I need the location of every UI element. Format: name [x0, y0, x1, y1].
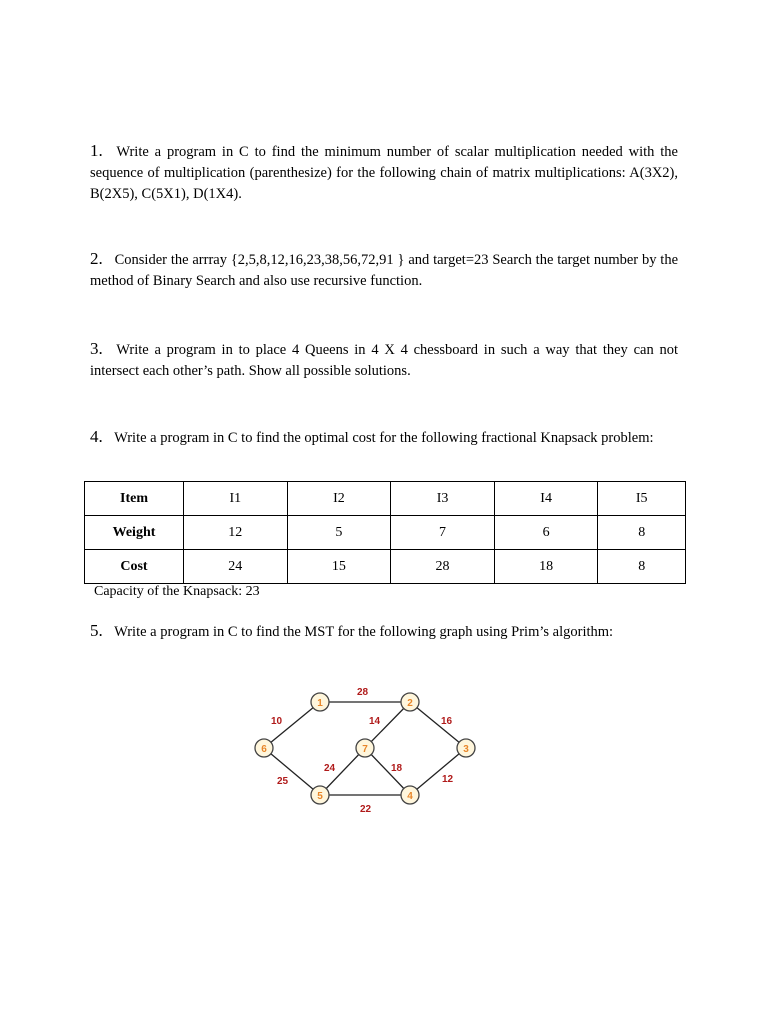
node-1-label: 1: [317, 698, 323, 709]
weight-1-6: 10: [271, 716, 283, 727]
table-row-costs: [85, 550, 686, 584]
table-row-weights: [85, 516, 686, 550]
cost-cell: 28: [391, 550, 495, 584]
item-cell: I3: [391, 482, 495, 516]
edge-6-5: [264, 748, 320, 795]
node-4-label: 4: [407, 791, 413, 802]
weight-1-2: 28: [357, 687, 369, 698]
weight-6-5: 25: [277, 776, 289, 787]
knapsack-table: [84, 481, 686, 584]
question-5-number: 5.: [90, 621, 103, 640]
weight-7-5: 24: [324, 763, 336, 774]
question-3-text: Write a program in to place 4 Queens in 4 X 4 chessboard in such a way that they can not intersect each other’s path. Show all possible solutions.: [90, 342, 678, 379]
table-row-items: [85, 482, 686, 516]
question-3: [90, 338, 678, 382]
node-3-label: 3: [463, 744, 469, 755]
question-4-text: Write a program in C to find the optimal cost for the following fractional Knapsack problem:: [114, 430, 654, 446]
question-1-text: Write a program in C to find the minimum number of scalar multiplication needed with the sequence of multiplication (parenthesize) for the following chain of matrix multiplications: A(3X2), B(2X5), C(5X1), D(1X4).: [90, 144, 678, 202]
edge-3-4: [410, 748, 466, 795]
weight-cell: 6: [494, 516, 598, 550]
question-5: [90, 620, 678, 643]
question-5-text: Write a program in C to find the MST for the following graph using Prim’s algorithm:: [114, 624, 614, 640]
node-5: [311, 786, 329, 804]
weight-7-4: 18: [391, 763, 403, 774]
cost-cell: 24: [184, 550, 288, 584]
question-4: [90, 426, 678, 449]
weight-cell: 8: [598, 516, 686, 550]
item-cell: I1: [184, 482, 288, 516]
weight-cell: 12: [184, 516, 288, 550]
weight-cell: 7: [391, 516, 495, 550]
node-6-label: 6: [261, 744, 267, 755]
node-4: [401, 786, 419, 804]
item-cell: I5: [598, 482, 686, 516]
question-1-number: 1.: [90, 141, 103, 160]
weight-2-3: 16: [441, 716, 453, 727]
node-3: [457, 739, 475, 757]
question-3-number: 3.: [90, 339, 103, 358]
question-2-text: Consider the arrray {2,5,8,12,16,23,38,56,72,91 } and target=23 Search the target number by the method of Binary Search and also use recursive function.: [90, 252, 679, 289]
node-6: [255, 739, 273, 757]
edge-7-4: [365, 748, 410, 795]
mst-graph-diagram: [240, 680, 480, 820]
item-cell: I4: [494, 482, 598, 516]
cost-cell: 15: [287, 550, 391, 584]
header-cost: Cost: [85, 550, 184, 584]
weight-cell: 5: [287, 516, 391, 550]
node-2-label: 2: [407, 698, 413, 709]
edge-2-3: [410, 702, 466, 748]
question-2-number: 2.: [90, 249, 103, 268]
node-7: [356, 739, 374, 757]
node-7-label: 7: [362, 744, 368, 755]
node-1: [311, 693, 329, 711]
node-5-label: 5: [317, 791, 323, 802]
header-item: Item: [85, 482, 184, 516]
node-2: [401, 693, 419, 711]
weight-2-7: 14: [369, 716, 381, 727]
knapsack-capacity: Capacity of the Knapsack: 23: [94, 584, 260, 599]
item-cell: I2: [287, 482, 391, 516]
question-2: [90, 248, 678, 292]
cost-cell: 8: [598, 550, 686, 584]
question-1: [90, 140, 678, 205]
weight-3-4: 12: [442, 774, 454, 785]
weight-5-4: 22: [360, 804, 372, 815]
cost-cell: 18: [494, 550, 598, 584]
question-4-number: 4.: [90, 427, 103, 446]
header-weight: Weight: [85, 516, 184, 550]
